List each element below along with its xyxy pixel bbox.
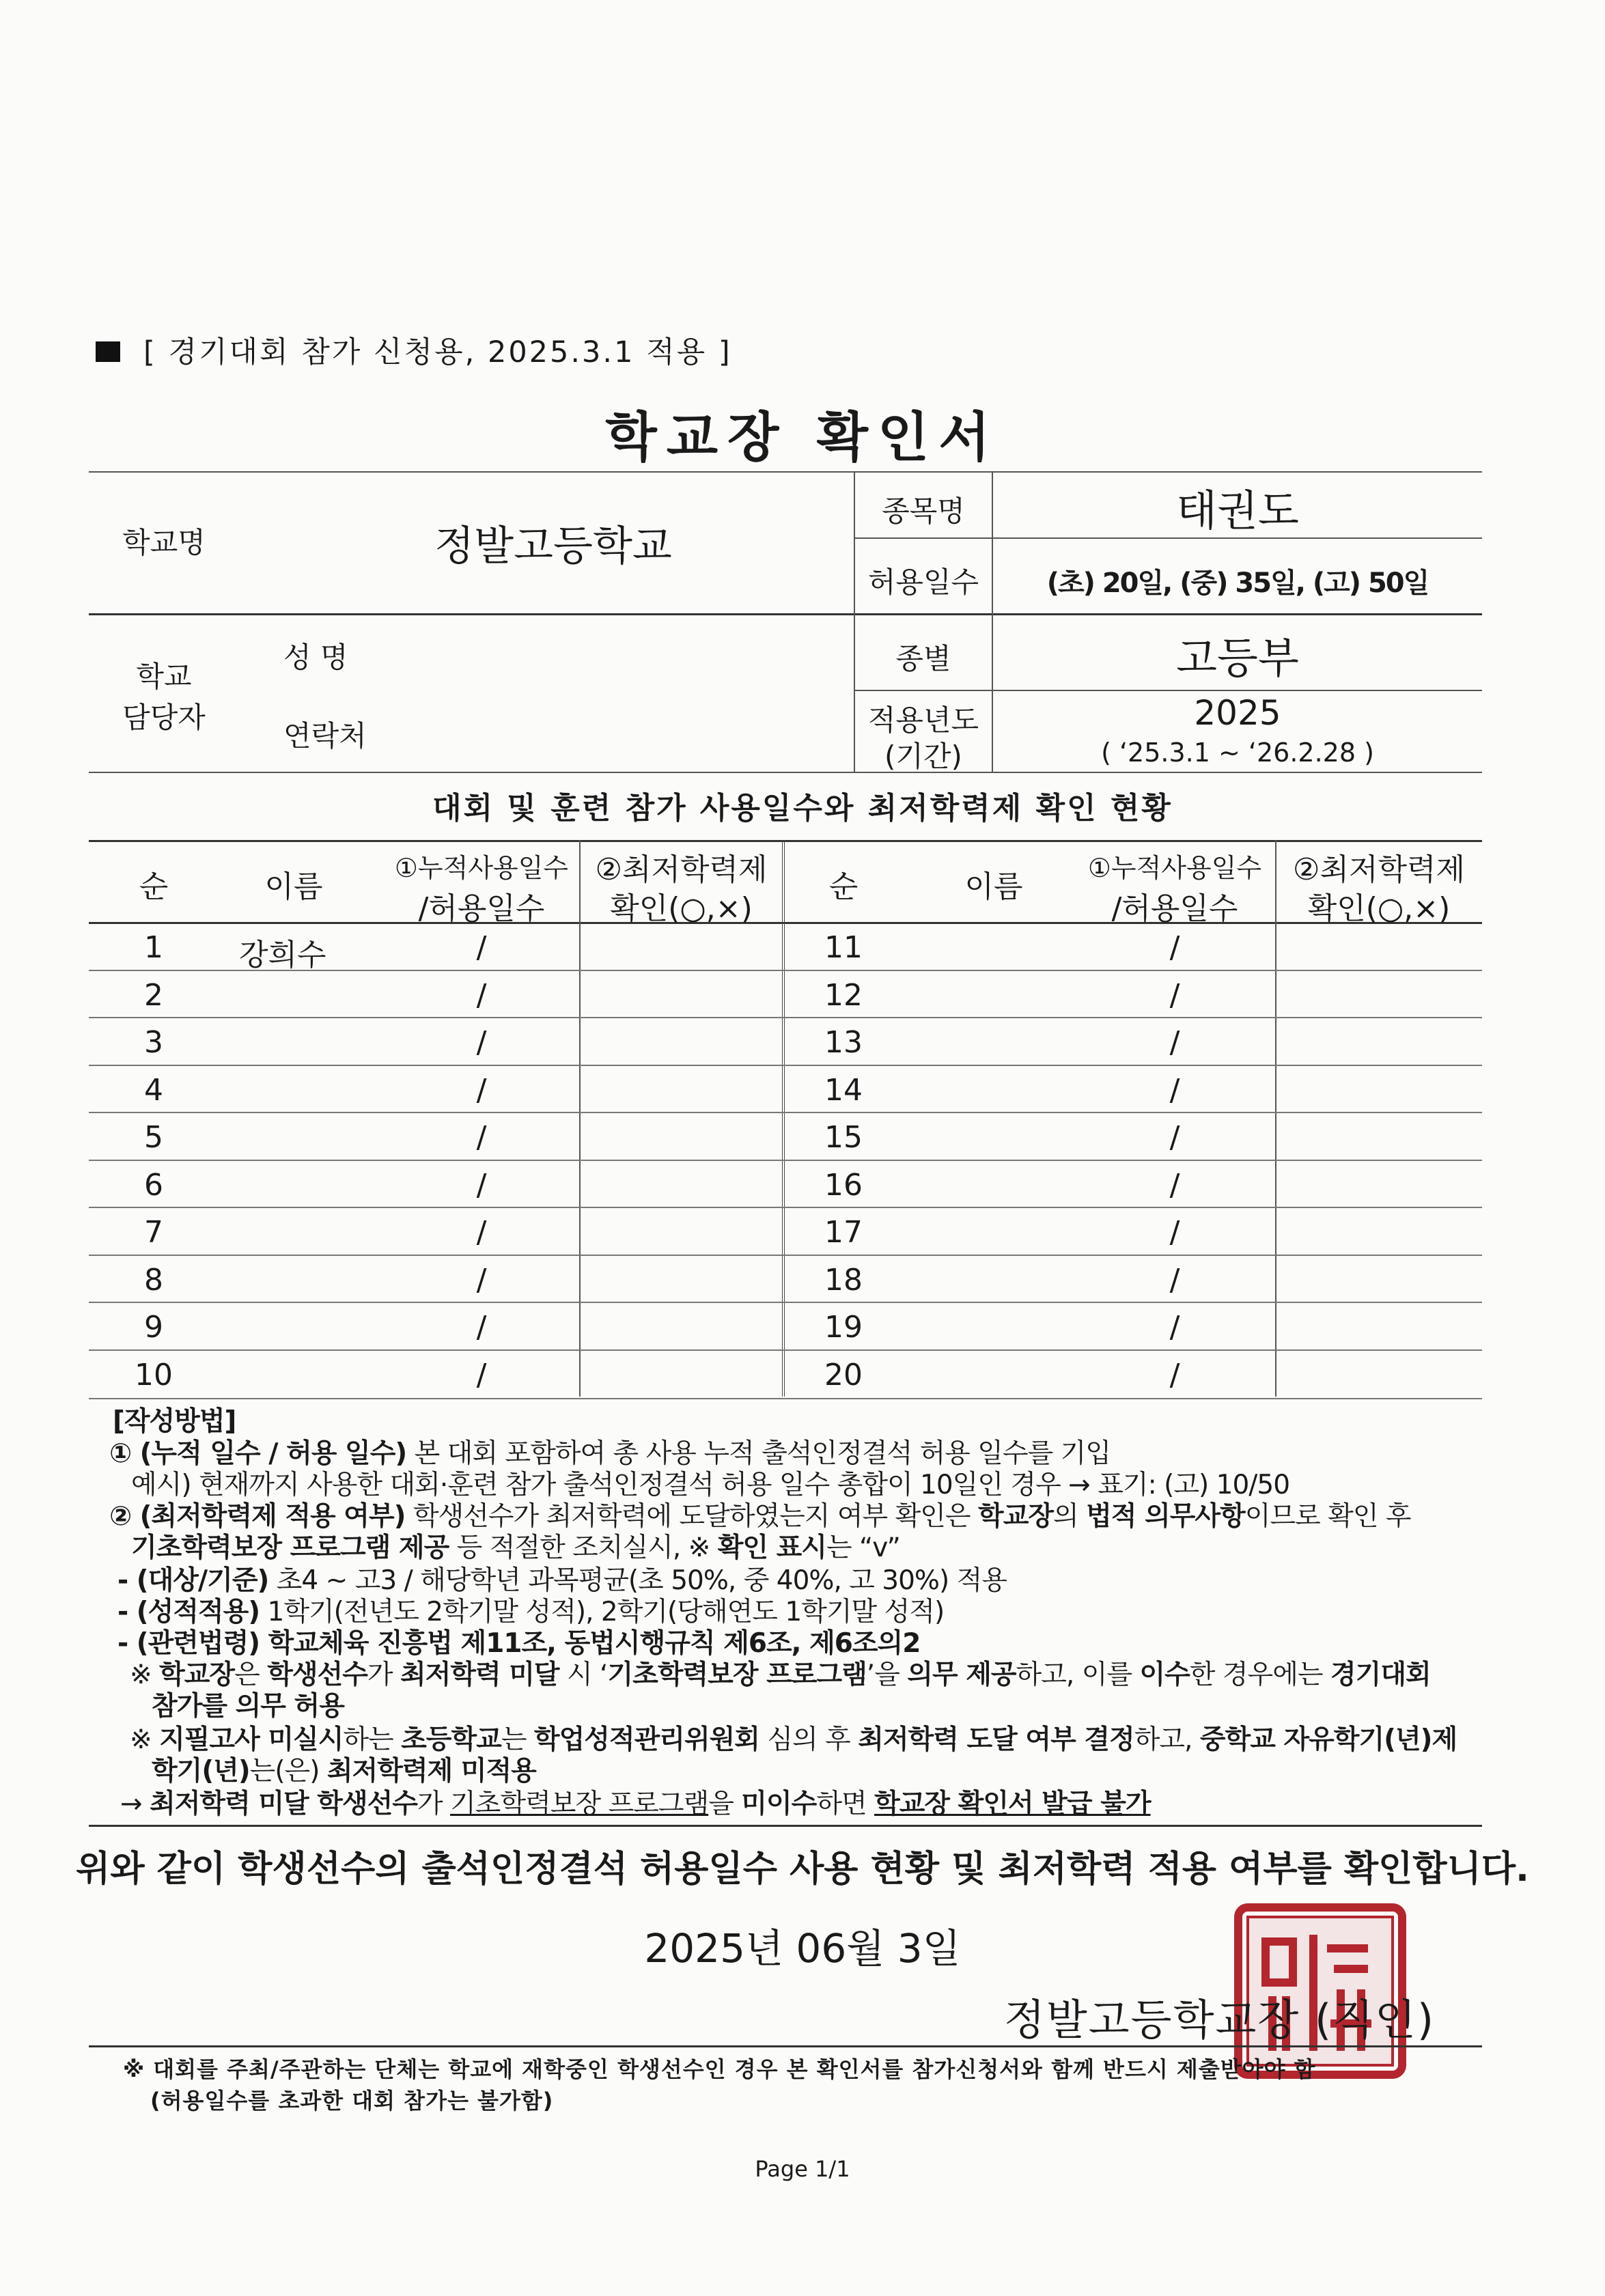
days-used-value: / [476,1357,487,1392]
issue-date: 2025년 06월 3일 [644,1925,961,1972]
note-line-12: → 최저학력 미달 학생선수가 기초학력보장 프로그램을 미이수하면 학교장 확인서 발급 불가 [120,1789,1151,1819]
col-name-header: 이름 [964,869,1023,904]
col-min-header: ②최저학력제 [1293,852,1465,887]
col-min-header: ②최저학력제 [595,852,768,887]
col-days-header: ①누적사용일수 [394,853,569,883]
days-used-value: / [1169,930,1180,965]
divider [854,690,1482,691]
row-number: 3 [144,1025,163,1060]
category-label: 종별 [895,642,951,675]
allowed-days-label: 허용일수 [867,565,979,599]
days-used-value: / [1169,1215,1180,1250]
page-title: 학교장 확인서 [605,407,1000,468]
days-used-value: / [1169,1167,1180,1203]
days-used-value: / [476,1215,487,1250]
note-line-9: 참가를 의무 허용 [152,1691,344,1722]
divider [782,840,785,1397]
row-number: 19 [824,1310,863,1345]
school-value: 정발고등학교 [434,522,672,570]
days-used-value: / [476,1072,487,1108]
row-number: 10 [135,1357,173,1392]
note-line-1: ① (누적 일수 / 허용 일수) 본 대회 포함하여 총 사용 누적 출석인정결석 허용 일수를 기입 [109,1438,1111,1469]
section-title: 대회 및 훈련 참가 사용일수와 최저학력제 확인 현황 [432,791,1173,826]
col-min-header-2: 확인(○,×) [1307,891,1451,926]
confirmation-statement: 위와 같이 학생선수의 출석인정결석 허용일수 사용 현황 및 최저학력 적용 여부를 확인합니다. [76,1849,1529,1890]
note-line-4: 기초학력보장 프로그램 제공 등 적절한 조치실시, ※ 확인 표시는 “v” [131,1532,900,1563]
divider [89,840,1482,842]
year-value: 2025 [1194,693,1281,733]
row-number: 5 [144,1120,163,1155]
row-number: 16 [824,1167,863,1203]
note-line-11: 학기(년)는(은) 최저학력제 미적용 [152,1756,536,1787]
divider [89,613,1482,615]
manager-label-1: 학교 [136,660,192,693]
row-divider [89,1349,1482,1351]
row-divider [89,1112,1482,1113]
row-divider [89,1398,1482,1399]
note-line-7: - (관련법령) 학교체육 진흥법 제11조, 동법시행규칙 제6조, 제6조의2 [117,1628,921,1659]
days-used-value: / [1169,1262,1180,1298]
divider [854,537,1482,539]
note-line-5: - (대상/기준) 초4 ~ 고3 / 해당학년 과목평균(초 50%, 중 40%, 고 30%) 적용 [117,1565,1007,1596]
note-line-6: - (성적적용) 1학기(전년도 2학기말 성적), 2학기(당해연도 1학기말 성적) [117,1597,945,1627]
days-used-value: / [476,1025,487,1060]
col-days-header-2: /허용일수 [418,891,545,926]
col-no-header: 순 [139,869,169,904]
note-line-8: ※ 학교장은 학생선수가 최저학력 미달 시 ‘기초학력보장 프로그램’을 의무 제공하고, 이를 이수한 경우에는 경기대회 [130,1660,1431,1690]
row-number: 8 [144,1262,163,1298]
col-no-header: 순 [828,869,859,904]
year-label-2: (기간) [884,740,962,773]
divider [89,471,1482,473]
note-line-10: ※ 지필고사 미실시하는 초등학교는 학업성적관리위원회 심의 후 최저학력 도달 여부 결정하고, 중학교 자유학기(년)제 [130,1724,1457,1755]
row-number: 13 [824,1025,863,1060]
header-note: [ 경기대회 참가 신청용, 2025.3.1 적용 ] [143,335,732,369]
row-number: 4 [144,1072,163,1108]
divider [89,2045,1482,2047]
row-number: 1 [144,930,163,965]
divider [89,1825,1482,1827]
row-number: 2 [144,977,163,1013]
contact-label: 연락처 [283,719,367,753]
row-number: 7 [144,1215,163,1250]
manager-label-2: 담당자 [122,701,206,734]
col-days-header: ①누적사용일수 [1087,853,1262,883]
signature-line: 정발고등학교장 (직인) [1004,1995,1436,2045]
col-name-header: 이름 [264,869,323,904]
row-divider [89,1017,1482,1018]
row-number: 11 [824,930,863,965]
allowed-days-value: (초) 20일, (중) 35일, (고) 50일 [1046,568,1429,599]
page-number: Page 1/1 [755,2156,850,2182]
days-used-value: / [1169,1310,1180,1345]
name-label: 성 명 [283,641,348,674]
days-used-value: / [1169,1025,1180,1060]
row-number: 9 [144,1310,163,1345]
days-used-value: / [1169,977,1180,1013]
note-line-2: 예시) 현재까지 사용한 대회·훈련 참가 출석인정결석 허용 일수 총합이 10일인 경우 → 표기: (고) 10/50 [131,1470,1290,1500]
row-number: 20 [824,1357,863,1392]
col-days-header-2: /허용일수 [1111,891,1238,926]
year-label-1: 적용년도 [867,703,979,737]
col-min-header-2: 확인(○,×) [610,891,753,926]
days-used-value: / [476,1310,487,1345]
row-number: 18 [824,1262,863,1298]
row-number: 12 [824,977,863,1013]
row-number: 6 [144,1167,163,1203]
sport-value: 태권도 [1176,486,1299,535]
days-used-value: / [476,930,487,965]
athlete-name: 강희수 [239,938,326,972]
days-used-value: / [476,1262,487,1298]
row-divider [89,1255,1482,1256]
sport-label: 종목명 [882,494,965,528]
row-divider [89,1302,1482,1303]
row-number: 15 [824,1120,863,1155]
footnote: ※ 대회를 주최/주관하는 단체는 학교에 재학중인 학생선수인 경우 본 확인서를 참가신청서와 함께 반드시 제출받아야 함 (허용일수를 초과한 대회 참가는 불가함) [123,2056,1316,2114]
days-used-value: / [476,1167,487,1203]
row-divider [89,1065,1482,1066]
notes-title: [작성방법] [113,1406,236,1437]
divider [89,772,1482,773]
row-divider [89,1207,1482,1208]
days-used-value: / [476,977,487,1013]
days-used-value: / [476,1120,487,1155]
row-divider [89,1160,1482,1161]
row-number: 14 [824,1072,863,1108]
days-used-value: / [1169,1120,1180,1155]
school-label: 학교명 [122,526,206,559]
days-used-value: / [1169,1072,1180,1108]
note-line-3: ② (최저학력제 적용 여부) 학생선수가 최저학력에 도달하였는지 여부 확인은 학교장의 법적 의무사항이므로 확인 후 [109,1501,1411,1532]
bullet-square-icon [96,341,120,362]
days-used-value: / [1169,1357,1180,1392]
period-value: ( ‘25.3.1 ~ ‘26.2.28 ) [1101,738,1374,768]
category-value: 고등부 [1176,633,1299,683]
row-number: 17 [824,1215,863,1250]
